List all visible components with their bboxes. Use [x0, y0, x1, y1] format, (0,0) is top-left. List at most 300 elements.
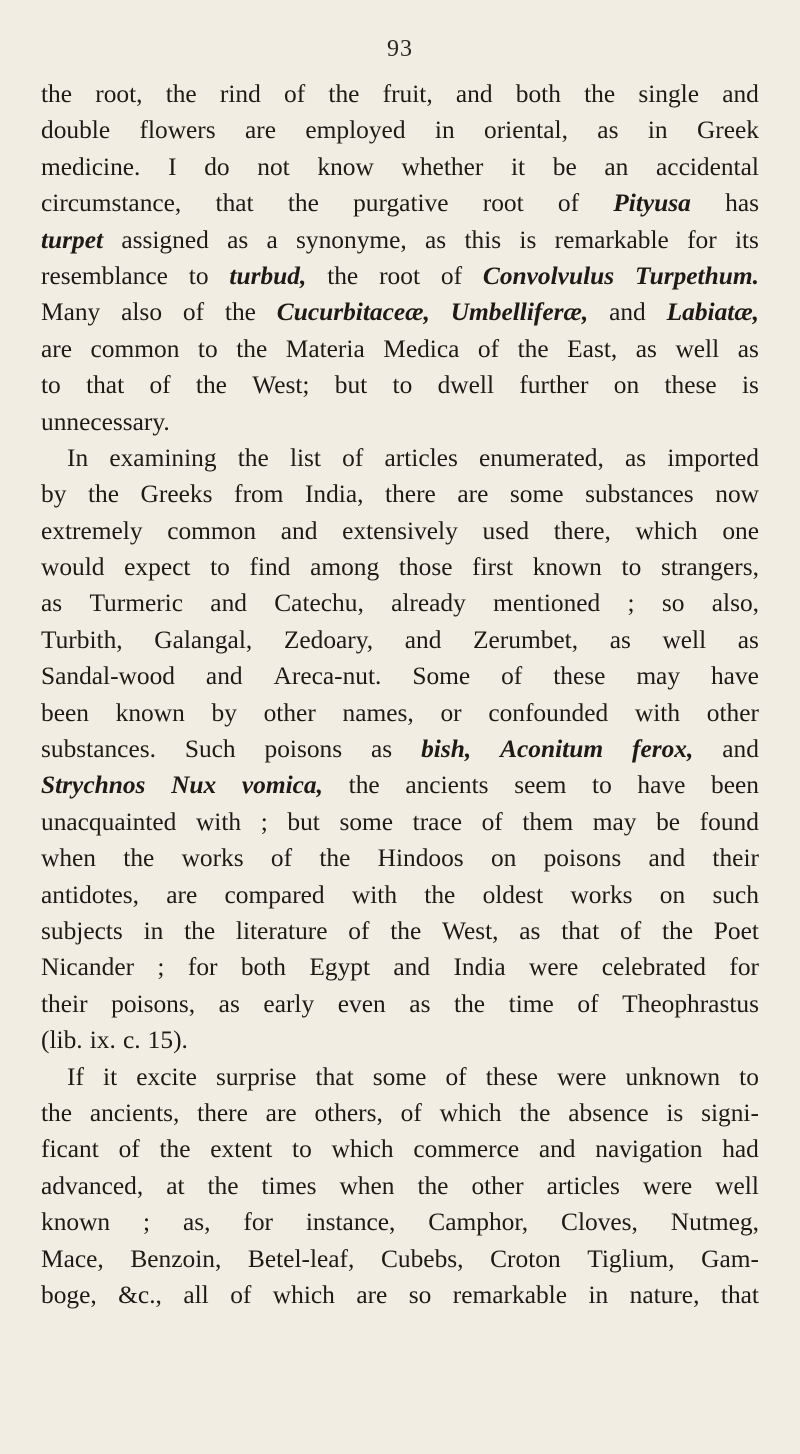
word: in: [143, 916, 164, 945]
word: do: [204, 152, 230, 181]
word: Zedoary,: [283, 625, 374, 654]
word: which: [331, 1135, 394, 1164]
word: the: [184, 916, 216, 945]
text-line: [41, 404, 759, 440]
text-line: [41, 731, 759, 767]
word: are: [245, 116, 277, 145]
word: and: [280, 516, 318, 545]
word: the: [328, 80, 360, 108]
word: c.: [122, 1026, 141, 1055]
word: ;: [627, 589, 635, 618]
text-line: [41, 695, 759, 731]
word: which: [272, 1280, 335, 1309]
word: Croton: [490, 1244, 561, 1273]
word: were: [528, 953, 579, 982]
word: also: [121, 298, 163, 327]
word: when: [41, 844, 96, 873]
word: those: [398, 553, 453, 582]
word: navigation: [595, 1135, 703, 1164]
word: so: [408, 1280, 432, 1309]
word: commerce: [413, 1135, 520, 1164]
word: on: [659, 880, 686, 909]
word: West;: [252, 371, 310, 400]
word: the: [319, 844, 351, 873]
word: advanced,: [41, 1171, 144, 1200]
word: other: [706, 698, 759, 727]
word: well: [662, 625, 707, 654]
text-line: [41, 1095, 759, 1131]
word: Nutmeg,: [670, 1208, 759, 1237]
word: ;: [157, 953, 165, 982]
word: known: [41, 1208, 111, 1237]
word: as: [737, 334, 759, 363]
text-line: [41, 149, 759, 185]
word: oriental,: [484, 116, 568, 145]
word: West,: [442, 916, 499, 945]
word: for: [243, 1208, 273, 1237]
word: Aconitum: [500, 735, 604, 764]
word: resemblance: [41, 261, 168, 290]
text-line: [41, 1204, 759, 1240]
word: other: [471, 1171, 524, 1200]
word: extremely: [41, 516, 143, 545]
word: of: [270, 844, 293, 873]
word: been: [41, 698, 89, 727]
word: there,: [553, 516, 611, 545]
word: as: [635, 334, 657, 363]
word: rind: [219, 80, 261, 108]
word: to: [188, 261, 209, 290]
text-line: [41, 986, 759, 1022]
word: the: [123, 844, 155, 873]
word: Greek: [696, 116, 759, 145]
word: know: [317, 152, 374, 181]
text-line: [41, 1168, 759, 1204]
word: of: [149, 371, 171, 400]
body-text: [41, 76, 759, 1313]
word: there: [197, 1098, 248, 1127]
word: East,: [567, 334, 618, 363]
text-line: [41, 1131, 759, 1167]
word: the: [224, 298, 256, 327]
word: vomica,: [241, 771, 323, 800]
word: single: [638, 80, 699, 108]
word: as: [425, 225, 447, 254]
word: that: [215, 189, 254, 218]
word: as: [371, 735, 393, 764]
word: to: [621, 553, 642, 582]
word: and: [210, 589, 247, 618]
text-line: [41, 1022, 759, 1058]
text-line: [41, 877, 759, 913]
word: is: [519, 225, 537, 254]
word: now: [715, 480, 759, 509]
word: remarkable: [452, 1280, 567, 1309]
word: of: [620, 916, 642, 945]
word: which: [635, 516, 698, 545]
word: even: [337, 989, 386, 1018]
word: and: [205, 662, 243, 691]
word: of: [477, 334, 500, 363]
word: to: [210, 553, 230, 582]
word: poisons,: [111, 989, 196, 1018]
word: the: [159, 1135, 191, 1164]
page-number: 93: [387, 36, 413, 62]
word: employed: [305, 116, 406, 145]
word: expect: [124, 553, 191, 582]
word: of: [577, 989, 599, 1018]
word: not: [257, 152, 290, 181]
word: Benzoin,: [130, 1244, 222, 1273]
word: boge,: [41, 1280, 97, 1309]
word: strangers,: [660, 553, 759, 582]
word: Turpethum.: [635, 261, 759, 290]
word: would: [41, 553, 105, 582]
word: If: [67, 1062, 84, 1091]
word: articles: [384, 443, 458, 472]
word: Some: [412, 662, 471, 691]
word: ;: [143, 1208, 151, 1237]
word: these: [553, 662, 606, 691]
text-line: [41, 949, 759, 985]
word: oldest: [482, 880, 544, 909]
word: that: [720, 1280, 759, 1309]
word: of: [440, 261, 463, 290]
word: that: [315, 1062, 354, 1091]
word: such: [712, 880, 759, 909]
word: the: [327, 261, 359, 290]
word: from: [234, 480, 284, 509]
word: assigned: [121, 225, 209, 254]
word: the: [661, 916, 693, 945]
word: accidental: [656, 152, 759, 181]
word: surprise: [216, 1062, 297, 1091]
word: of: [445, 1062, 467, 1091]
word: both: [515, 80, 561, 108]
word: but: [287, 807, 320, 836]
text-line: [41, 185, 759, 221]
word: an: [604, 152, 629, 181]
word: has: [725, 189, 759, 218]
word: root,: [95, 80, 143, 108]
word: &c.,: [118, 1280, 162, 1309]
word: well: [715, 1171, 759, 1200]
word: and: [455, 80, 493, 108]
word: as: [519, 916, 541, 945]
word: Medica: [383, 334, 460, 363]
text-line: [41, 476, 759, 512]
word: Catechu,: [274, 589, 364, 618]
word: Cubebs,: [380, 1244, 464, 1273]
word: of: [481, 807, 503, 836]
text-line: [41, 76, 759, 112]
word: their: [712, 844, 759, 873]
word: all: [183, 1280, 209, 1309]
text-line: [41, 913, 759, 949]
word: remarkable: [554, 225, 669, 254]
word: known: [115, 698, 185, 727]
word: antidotes,: [41, 880, 140, 909]
word: Such: [184, 735, 236, 764]
word: some: [372, 1062, 427, 1091]
word: the: [87, 480, 119, 509]
word: with: [634, 698, 681, 727]
word: the: [236, 334, 268, 363]
word: purgative: [353, 189, 449, 218]
word: confounded: [488, 698, 609, 727]
word: a: [266, 225, 278, 254]
word: some: [509, 480, 564, 509]
word: first: [472, 553, 514, 582]
word: as: [609, 625, 631, 654]
word: of: [342, 443, 364, 472]
word: further: [519, 371, 589, 400]
word: times: [261, 1171, 317, 1200]
text-line: [41, 513, 759, 549]
word: to: [41, 371, 61, 400]
word: Pityusa: [613, 189, 691, 218]
word: Convolvulus: [482, 261, 615, 290]
word: names,: [342, 698, 414, 727]
word: Betel-leaf,: [247, 1244, 355, 1273]
word: the: [519, 1098, 551, 1127]
word: the: [41, 1098, 73, 1127]
word: the: [195, 371, 227, 400]
word: Hindoos: [377, 844, 464, 873]
word: for: [729, 953, 759, 982]
word: circumstance,: [41, 189, 182, 218]
word: Umbelliferæ,: [450, 298, 589, 327]
word: Areca-nut.: [273, 662, 382, 691]
word: the: [165, 80, 197, 108]
word: for: [187, 953, 218, 982]
word: (lib.: [41, 1026, 83, 1055]
text-line: [41, 622, 759, 658]
word: and: [609, 298, 646, 327]
word: extent: [210, 1135, 273, 1164]
word: been: [711, 771, 759, 800]
word: of: [230, 1280, 252, 1309]
text-line: [41, 1241, 759, 1277]
word: turpet: [41, 225, 104, 254]
word: ;: [260, 807, 268, 836]
word: the: [237, 443, 269, 472]
word: poisons: [264, 735, 343, 764]
word: and: [538, 1135, 576, 1164]
word: but: [334, 371, 368, 400]
word: at: [166, 1171, 185, 1200]
word: bish,: [421, 735, 472, 764]
word: signi-: [701, 1098, 759, 1127]
word: ancients: [405, 771, 489, 800]
word: also,: [711, 589, 759, 618]
word: of: [284, 80, 306, 108]
word: this: [464, 225, 502, 254]
text-line: [41, 258, 759, 294]
word: be: [656, 807, 681, 836]
word: root: [379, 261, 420, 290]
text-line: [41, 585, 759, 621]
word: to: [592, 771, 612, 800]
word: Materia: [285, 334, 365, 363]
word: Mace,: [41, 1244, 104, 1273]
text-line: [41, 367, 759, 403]
word: Cloves,: [561, 1208, 638, 1237]
word: Gam-: [701, 1244, 759, 1273]
text-line: [41, 1277, 759, 1313]
word: Camphor,: [428, 1208, 529, 1237]
text-line: [41, 658, 759, 694]
word: early: [263, 989, 315, 1018]
word: India: [453, 953, 506, 982]
word: excite: [136, 1062, 197, 1091]
word: as: [218, 989, 240, 1018]
word: ix.: [89, 1026, 116, 1055]
word: are: [356, 1280, 388, 1309]
word: the: [348, 771, 380, 800]
word: double: [41, 116, 111, 145]
word: well: [675, 334, 720, 363]
word: Sandal-wood: [41, 662, 175, 691]
word: in: [434, 116, 455, 145]
word: root: [482, 189, 524, 218]
word: used: [482, 516, 530, 545]
word: 15).: [147, 1026, 188, 1055]
word: are: [457, 480, 489, 509]
word: synonyme,: [296, 225, 407, 254]
word: unknown: [625, 1062, 721, 1091]
word: when: [339, 1171, 395, 1200]
word: ferox,: [631, 735, 694, 764]
word: Zerumbet,: [473, 625, 579, 654]
word: the: [207, 1171, 239, 1200]
word: by: [211, 698, 237, 727]
word: be: [552, 152, 577, 181]
word: works: [181, 844, 244, 873]
word: of: [557, 189, 580, 218]
word: common: [90, 334, 180, 363]
text-line: [41, 440, 759, 476]
word: may: [636, 662, 681, 691]
word: there: [385, 480, 436, 509]
word: trace: [412, 807, 462, 836]
word: that: [561, 916, 600, 945]
word: unnecessary.: [41, 407, 170, 436]
word: were: [557, 1062, 607, 1091]
word: have: [710, 662, 759, 691]
word: Theophrastus: [622, 989, 759, 1018]
word: the: [417, 1171, 449, 1200]
word: Nicander: [41, 953, 135, 982]
word: and: [648, 844, 686, 873]
word: both: [240, 953, 286, 982]
word: fruit,: [382, 80, 433, 108]
text-line: [41, 222, 759, 258]
word: and: [393, 953, 431, 982]
word: find: [249, 553, 291, 582]
word: literature: [235, 916, 328, 945]
word: had: [722, 1135, 759, 1164]
word: is: [741, 371, 759, 400]
word: to: [197, 334, 218, 363]
word: turbud,: [229, 261, 307, 290]
word: are: [166, 880, 198, 909]
word: have: [637, 771, 686, 800]
word: found: [699, 807, 759, 836]
word: Greeks: [140, 480, 213, 509]
word: subjects: [41, 916, 123, 945]
word: I: [168, 152, 177, 181]
word: Turbith,: [41, 625, 123, 654]
word: poisons: [543, 844, 622, 873]
word: on: [613, 371, 640, 400]
word: others,: [314, 1098, 383, 1127]
word: Nux: [171, 771, 217, 800]
word: it: [510, 152, 526, 181]
word: the: [287, 189, 319, 218]
word: with: [195, 807, 242, 836]
word: Tiglium,: [587, 1244, 675, 1273]
text-line: [41, 294, 759, 330]
word: Galangal,: [154, 625, 253, 654]
word: these: [664, 371, 717, 400]
word: the: [517, 334, 549, 363]
word: and: [722, 80, 759, 108]
word: to: [739, 1062, 759, 1091]
word: one: [722, 516, 759, 545]
word: by: [41, 480, 67, 509]
word: these: [485, 1062, 538, 1091]
word: are: [265, 1098, 297, 1127]
word: other: [263, 698, 316, 727]
word: them: [522, 807, 574, 836]
word: among: [310, 553, 380, 582]
word: ancients,: [89, 1098, 180, 1127]
word: of: [400, 1098, 422, 1127]
word: the: [390, 916, 422, 945]
text-line: [41, 804, 759, 840]
word: may: [592, 807, 637, 836]
word: compared: [224, 880, 325, 909]
word: their: [41, 989, 88, 1018]
text-line: [41, 767, 759, 803]
word: celebrated: [601, 953, 707, 982]
text-line: [41, 112, 759, 148]
word: which: [439, 1098, 502, 1127]
word: whether: [401, 152, 484, 181]
word: as: [737, 625, 759, 654]
text-line: [41, 549, 759, 585]
word: Cucurbitaceæ,: [276, 298, 430, 327]
word: medicine.: [41, 152, 141, 181]
word: as,: [182, 1208, 211, 1237]
word: instance,: [305, 1208, 396, 1237]
word: of: [118, 1135, 140, 1164]
word: and: [722, 735, 759, 764]
word: Turmeric: [89, 589, 184, 618]
word: known: [532, 553, 602, 582]
word: Egypt: [309, 953, 371, 982]
word: extensively: [342, 516, 458, 545]
word: India,: [304, 480, 364, 509]
word: it: [103, 1062, 118, 1091]
word: in: [588, 1280, 609, 1309]
word: the: [584, 80, 616, 108]
word: for: [687, 225, 717, 254]
word: on: [490, 844, 517, 873]
word: to: [292, 1135, 312, 1164]
word: In: [67, 443, 89, 472]
